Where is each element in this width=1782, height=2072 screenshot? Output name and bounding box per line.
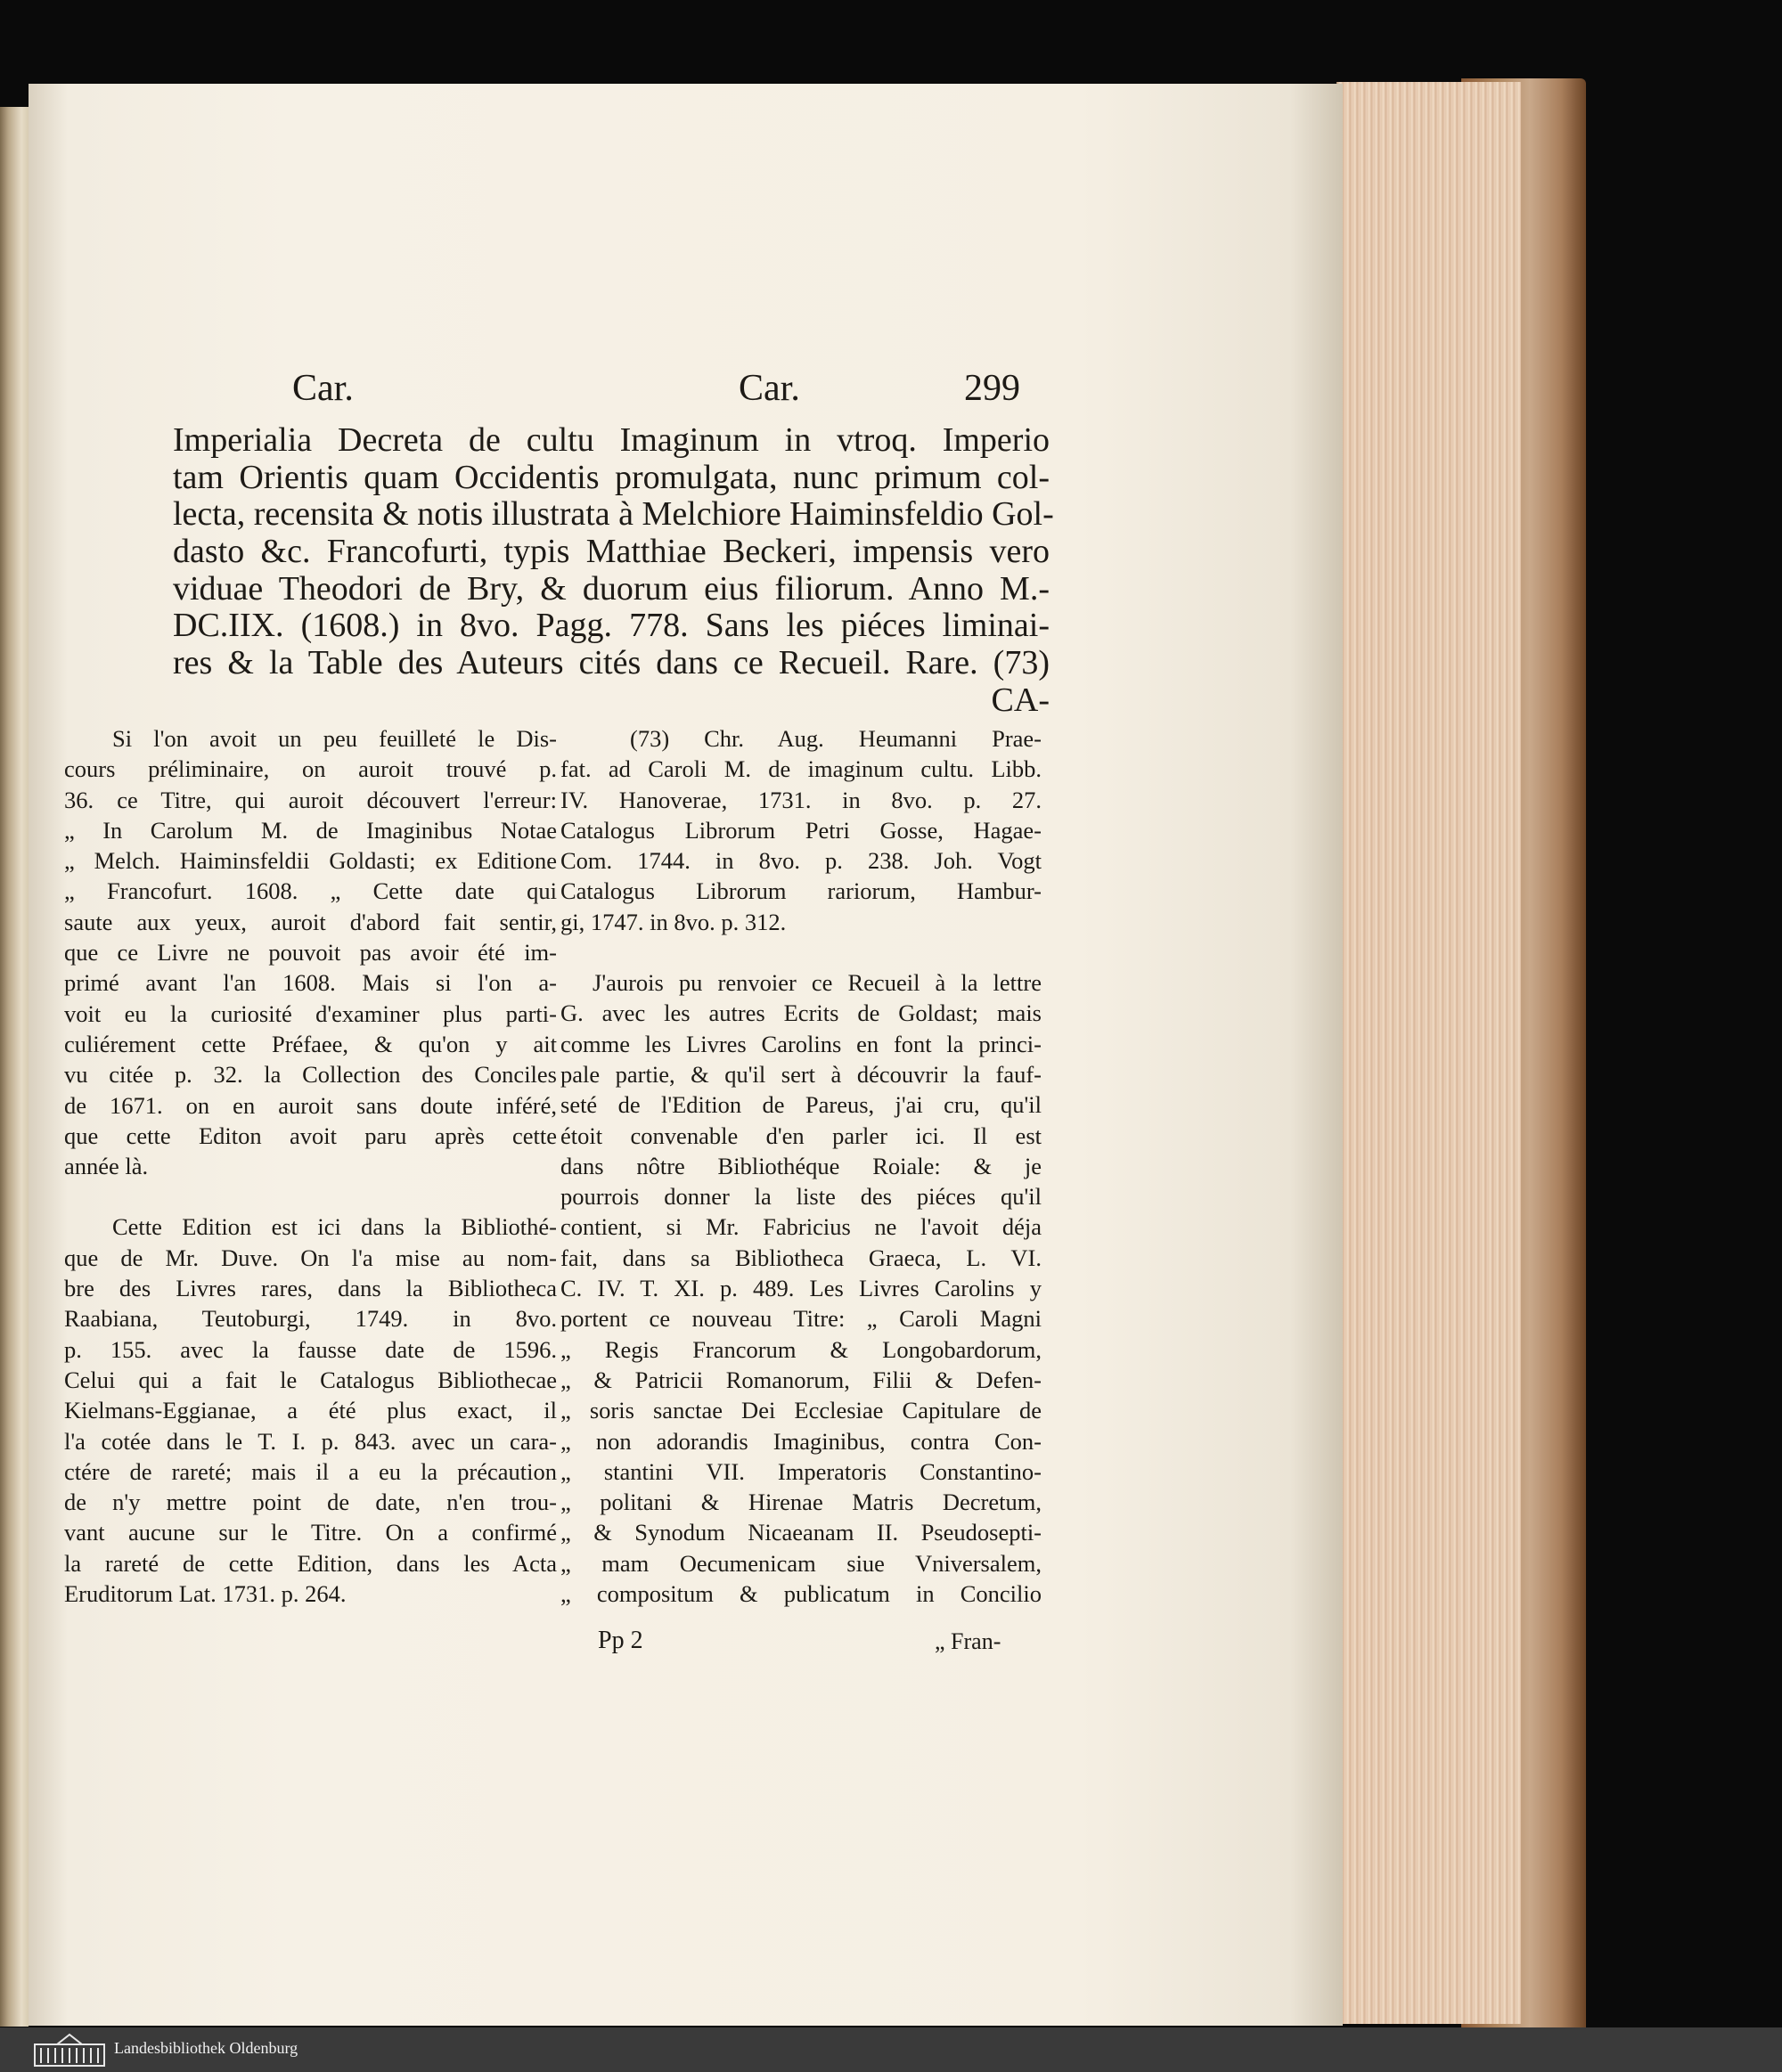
text-line: saute aux yeux, auroit d'abord fait sentir,	[64, 908, 557, 935]
main-line: dasto &c. Francofurti, typis Matthiae Beckeri, impensis vero	[173, 533, 1050, 571]
footnote-line: gi, 1747. in 8vo. p. 312.	[560, 908, 787, 935]
library-footer-bar	[0, 2027, 1782, 2072]
book-page	[29, 84, 1343, 2026]
text-line: année là.	[64, 1153, 149, 1180]
library-name[interactable]: Landesbibliothek Oldenburg	[114, 2039, 298, 2057]
text-line: pale partie, & qu'il sert à découvrir la fauf-	[560, 1060, 1042, 1088]
text-line: „ Melch. Haiminsfeldii Goldasti; ex Editione	[64, 847, 557, 875]
footnote-line: (73) Chr. Aug. Heumanni Prae-	[630, 725, 1042, 752]
signature-mark: Pp 2	[598, 1627, 643, 1654]
text-line: pourrois donner la liste des piéces qu'il	[560, 1183, 1042, 1211]
text-line: l'a cotée dans le T. I. p. 843. avec un cara-	[64, 1427, 557, 1455]
text-line: „ Francofurt. 1608. „ Cette date qui	[64, 877, 557, 905]
main-line: res & la Table des Auteurs cités dans ce Recueil. Rare. (73)	[173, 644, 1050, 682]
text-line: seté de l'Edition de Pareus, j'ai cru, qu'il	[560, 1091, 1042, 1119]
footnote-line: Com. 1744. in 8vo. p. 238. Joh. Vogt	[560, 847, 1042, 875]
text-line: primé avant l'an 1608. Mais si l'on a-	[64, 969, 557, 997]
running-head-left: Car.	[292, 368, 354, 409]
page-number: 299	[964, 368, 1020, 409]
text-line: „ & Patricii Romanorum, Filii & Defen-	[560, 1366, 1042, 1393]
text-line: contient, si Mr. Fabricius ne l'avoit déja	[560, 1213, 1042, 1241]
text-line: „ mam Oecumenicam siue Vniversalem,	[560, 1549, 1042, 1577]
text-line: „ & Synodum Nicaeanam II. Pseudosepti-	[560, 1519, 1042, 1546]
footnote-line: fat. ad Caroli M. de imaginum cultu. Libb.	[560, 755, 1042, 783]
text-line: Raabiana, Teutoburgi, 1749. in 8vo.	[64, 1305, 557, 1333]
text-line: bre des Livres rares, dans la Bibliotheca	[64, 1275, 557, 1302]
right-column	[560, 723, 1042, 1609]
text-line: que ce Livre ne pouvoit pas avoir été im-	[64, 939, 557, 967]
main-line: lecta, recensita & notis illustrata à Melchiore Haiminsfeldio Gol-	[173, 495, 1054, 534]
text-line: Si l'on avoit un peu feuilleté le Dis-	[112, 725, 557, 752]
text-line: „ politani & Hirenae Matris Decretum,	[560, 1489, 1042, 1516]
text-line: vant aucune sur le Titre. On a confirmé	[64, 1519, 557, 1546]
text-line: vu citée p. 32. la Collection des Conciles	[64, 1061, 557, 1089]
catchword-bottom: „ Fran-	[935, 1628, 1001, 1654]
text-line: dans nôtre Bibliothéque Roiale: & je	[560, 1152, 1042, 1179]
footnote-line: Catalogus Librorum rariorum, Hambur-	[560, 877, 1042, 905]
left-column	[64, 723, 557, 1609]
main-line: DC.IIX. (1608.) in 8vo. Pagg. 778. Sans les piéces liminai-	[173, 607, 1050, 645]
text-line: portent ce nouveau Titre: „ Caroli Magni	[560, 1305, 1042, 1333]
text-line: Cette Edition est ici dans la Bibliothé-	[112, 1213, 557, 1241]
text-line: culiérement cette Préfaee, & qu'on y ait	[64, 1030, 557, 1057]
text-line: comme les Livres Carolins en font la princi-	[560, 1030, 1042, 1057]
right-paragraph	[560, 967, 1042, 1609]
text-line: „ In Carolum M. de Imaginibus Notae	[64, 816, 557, 844]
text-line: voit eu la curiosité d'examiner plus parti-	[64, 999, 557, 1027]
text-line: cours préliminaire, on auroit trouvé p.	[64, 755, 557, 783]
left-paragraph-2	[64, 1211, 557, 1609]
footnote-73	[560, 723, 1042, 937]
footnote-line: Catalogus Librorum Petri Gosse, Hagae-	[560, 816, 1042, 844]
text-line: „ soris sanctae Dei Ecclesiae Capitulare de	[560, 1397, 1042, 1424]
main-line: viduae Theodori de Bry, & duorum eius filiorum. Anno M.-	[173, 569, 1050, 608]
text-line: „ stantini VII. Imperatoris Constantino-	[560, 1457, 1042, 1485]
text-line: „ compositum & publicatum in Concilio	[560, 1580, 1042, 1608]
text-line: Kielmans-Eggianae, a été plus exact, il	[64, 1397, 557, 1424]
text-line: G. avec les autres Ecrits de Goldast; mais	[560, 999, 1042, 1027]
left-page-edge	[0, 107, 29, 2027]
main-entry-text	[173, 421, 1054, 720]
text-line: p. 155. avec la fausse date de 1596.	[64, 1335, 557, 1363]
text-line: que de Mr. Duve. On l'a mise au nom-	[64, 1244, 557, 1271]
text-line: fait, dans sa Bibliotheca Graeca, L. VI.	[560, 1244, 1042, 1271]
text-line: J'aurois pu renvoier ce Recueil à la lettre	[593, 969, 1042, 997]
text-line: C. IV. T. XI. p. 489. Les Livres Carolins y	[560, 1275, 1042, 1302]
footnote-line: IV. Hanoverae, 1731. in 8vo. p. 27.	[560, 786, 1042, 813]
text-line: la rareté de cette Edition, dans les Acta	[64, 1549, 557, 1577]
text-line: Celui qui a fait le Catalogus Bibliothecae	[64, 1366, 557, 1393]
text-line: „ Regis Francorum & Longobardorum,	[560, 1335, 1042, 1363]
text-line: ctére de rareté; mais il a eu la précaution	[64, 1457, 557, 1485]
text-line: de n'y mettre point de date, n'en trou-	[64, 1489, 557, 1516]
text-line: de 1671. on en auroit sans doute inféré,	[64, 1091, 557, 1119]
text-line: „ non adorandis Imaginibus, contra Con-	[560, 1427, 1042, 1455]
text-line: 36. ce Titre, qui auroit découvert l'erreur:	[64, 786, 557, 813]
left-paragraph-1	[64, 723, 557, 1181]
running-head-center: Car.	[739, 368, 800, 409]
main-line: tam Orientis quam Occidentis promulgata, nunc primum col-	[173, 458, 1050, 496]
catchword-top: CA-	[991, 681, 1050, 719]
text-line: que cette Editon avoit paru après cette	[64, 1122, 557, 1149]
page-block-edges	[1336, 82, 1521, 2024]
text-line: Eruditorum Lat. 1731. p. 264.	[64, 1580, 347, 1608]
library-building-icon	[34, 2032, 105, 2068]
text-line: étoit convenable d'en parler ici. Il est	[560, 1122, 1042, 1149]
main-line: Imperialia Decreta de cultu Imaginum in vtroq. Imperio	[173, 421, 1050, 459]
